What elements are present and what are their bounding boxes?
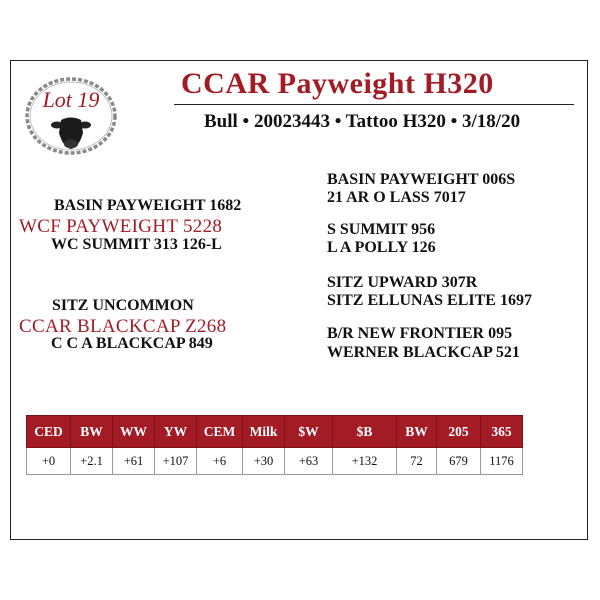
lot-number: Lot 19 xyxy=(42,87,100,112)
bull-head-icon xyxy=(51,118,91,150)
epd-header-205: 205 xyxy=(437,416,481,448)
dam-sire: SITZ UNCOMMON xyxy=(52,297,194,314)
epd-value-205: 679 xyxy=(437,448,481,475)
epd-header-dollar-b: $B xyxy=(333,416,397,448)
ancestor-6: SITZ ELLUNAS ELITE 1697 xyxy=(327,292,532,309)
sire-dam: WC SUMMIT 313 126-L xyxy=(51,236,222,253)
epd-value-milk: +30 xyxy=(243,448,285,475)
epd-header-row xyxy=(27,416,523,448)
epd-header-ced: CED xyxy=(27,416,71,448)
dam-dam: C C A BLACKCAP 849 xyxy=(51,335,213,352)
sire: WCF PAYWEIGHT 5228 xyxy=(19,216,223,237)
epd-value-ced: +0 xyxy=(27,448,71,475)
ancestor-7: B/R NEW FRONTIER 095 xyxy=(327,325,513,342)
epd-header-milk: Milk xyxy=(243,416,285,448)
animal-details: Bull • 20023443 • Tattoo H320 • 3/18/20 xyxy=(204,111,521,132)
epd-value-bw: +2.1 xyxy=(71,448,113,475)
ancestor-1: BASIN PAYWEIGHT 006S xyxy=(327,171,516,188)
animal-title: CCAR Payweight H320 xyxy=(181,67,494,100)
ancestor-2: 21 AR O LASS 7017 xyxy=(327,189,466,206)
epd-value-yw: +107 xyxy=(155,448,197,475)
epd-header-365: 365 xyxy=(481,416,523,448)
epd-value-dollar-w: +63 xyxy=(285,448,333,475)
epd-header-ww: WW xyxy=(113,416,155,448)
title-divider xyxy=(174,104,574,105)
epd-header-bw: BW xyxy=(71,416,113,448)
epd-table xyxy=(26,415,523,475)
epd-header-actual-bw: BW xyxy=(397,416,437,448)
lot-logo xyxy=(23,75,119,157)
epd-header-cem: CEM xyxy=(197,416,243,448)
lot-card xyxy=(10,60,588,540)
epd-value-ww: +61 xyxy=(113,448,155,475)
epd-value-365: 1176 xyxy=(481,448,523,475)
epd-value-dollar-b: +132 xyxy=(333,448,397,475)
epd-value-actual-bw: 72 xyxy=(397,448,437,475)
epd-value-cem: +6 xyxy=(197,448,243,475)
epd-value-row xyxy=(27,448,523,475)
ancestor-5: SITZ UPWARD 307R xyxy=(327,274,478,291)
ancestor-3: S SUMMIT 956 xyxy=(327,221,436,238)
dam: CCAR BLACKCAP Z268 xyxy=(19,316,227,337)
epd-header-yw: YW xyxy=(155,416,197,448)
sire-sire: BASIN PAYWEIGHT 1682 xyxy=(54,197,242,214)
ancestor-4: L A POLLY 126 xyxy=(327,239,436,256)
epd-header-dollar-w: $W xyxy=(285,416,333,448)
ancestor-8: WERNER BLACKCAP 521 xyxy=(327,344,520,361)
